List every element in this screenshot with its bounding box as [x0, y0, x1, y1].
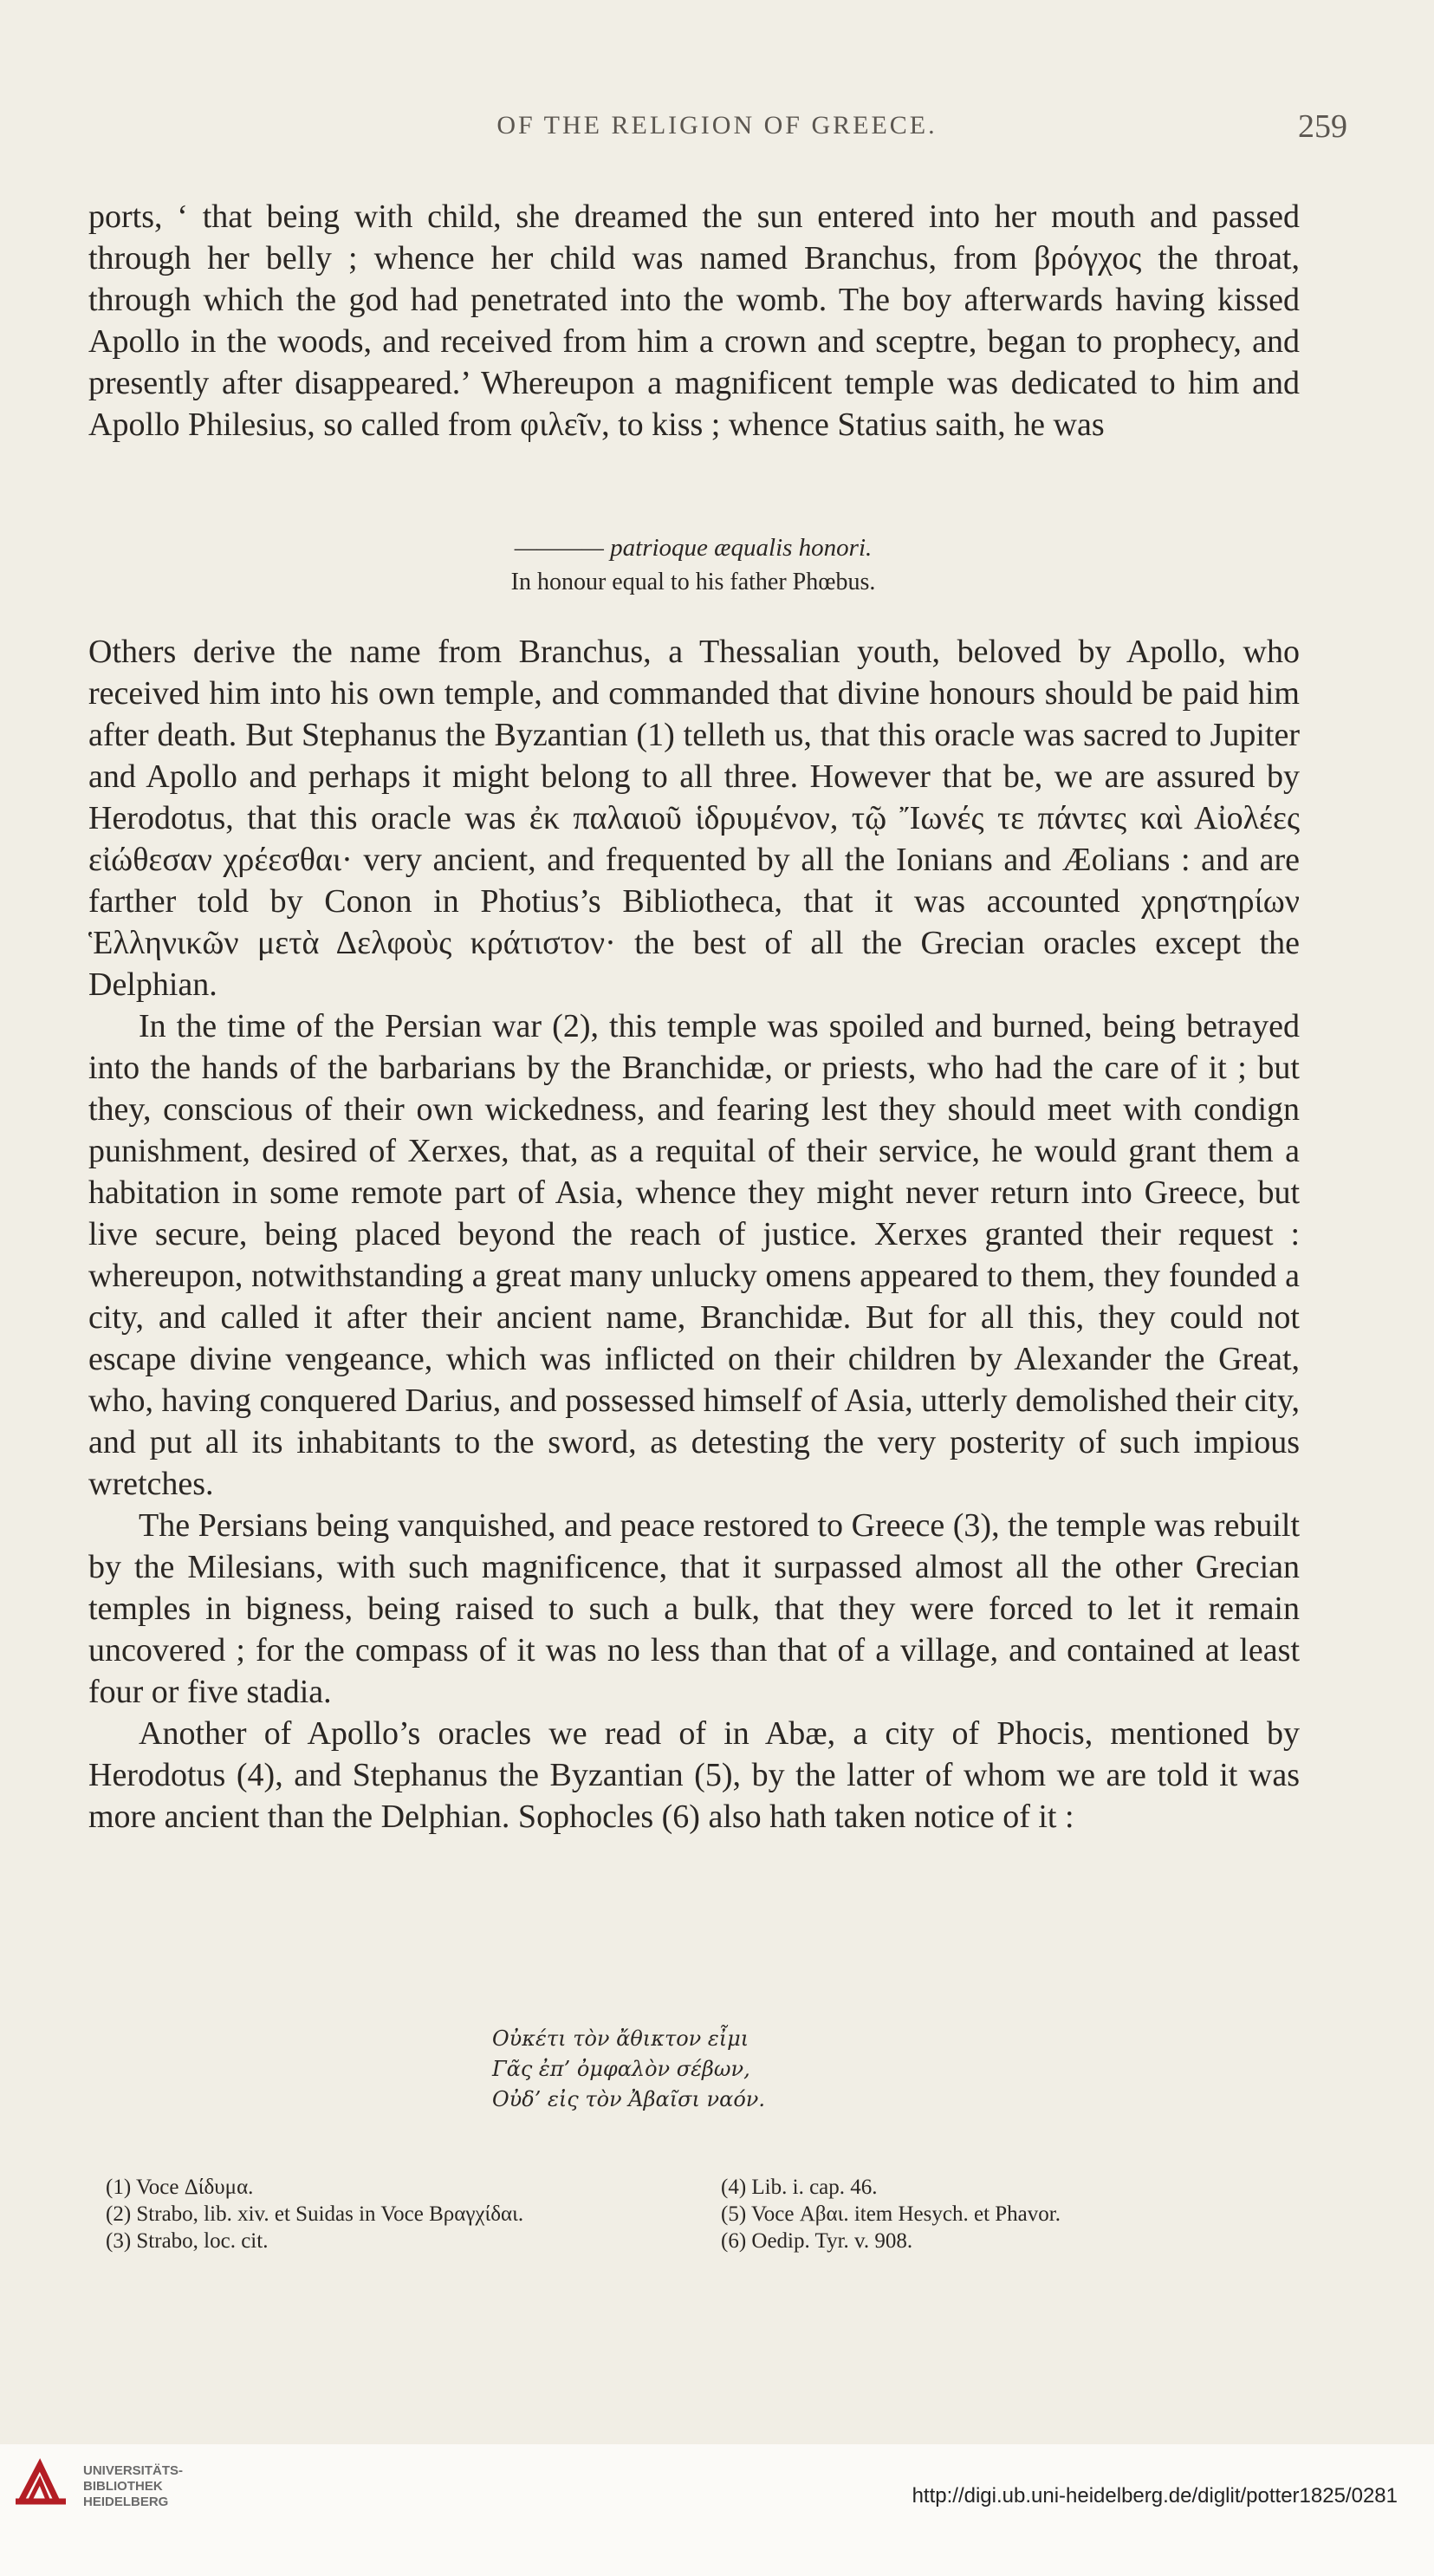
paragraph-4: The Persians being vanquished, and peace restored to Greece (3), the temple was rebuilt by the Milesians, with such magnificence, that it surpassed almost all the other Grecian temples in bigness, being raised to such a bulk, that they were forced to let it remain uncovered ; for the compass of it was no less than that of a village, and contained at least four or five stadia.: [88, 1507, 1300, 1710]
permalink[interactable]: http://digi.ub.uni-heidelberg.de/diglit/potter1825/0281: [912, 2484, 1398, 2508]
paragraph-2: Others derive the name from Branchus, a Thessalian youth, beloved by Apollo, who received him into his own temple, and commanded that divine honours should be paid him after death. But Stephanus the Byzantian (1) telleth us, that this oracle was sacred to Jupiter and Apollo and perhaps it might belong to all three. However that be, we are assured by Herodotus, that this oracle was ἐκ παλαιοῦ ἱδρυμένον, τῷ Ἴωνές τε πάντες καὶ Αἰολέες εἰώθεσαν χρέεσθαι· very ancient, and frequented by all the Ionians and Æolians : and are farther told by Conon in Photius’s Bibliotheca, that it was accounted χρηστηρίων Ἑλληνικῶν μετὰ Δελφοὺς κράτιστον· the best of all the Grecian oracles except the Delphian.: [88, 634, 1300, 1003]
library-logo-icon: [16, 2458, 66, 2508]
greek-verse-line: Οὐκέτι τὸν ἄθικτον εἶμι: [492, 2026, 749, 2051]
quote-translation: In honour equal to his father Phœbus.: [510, 569, 876, 595]
greek-verse: [492, 2024, 943, 2115]
opening-paragraph: [88, 196, 1300, 446]
footnotes-left-column: [106, 2174, 643, 2254]
running-title: OF THE RELIGION OF GREECE.: [496, 111, 938, 140]
paragraph-3: In the time of the Persian war (2), this temple was spoiled and burned, being betrayed into the hands of the barbarians by the Branchidæ, or priests, who had the care of it ; but they, conscious of their own wickedness, and fearing lest they should meet with condign punishment, desired of Xerxes, that, as a requital of their service, he would grant them a habitation in some remote part of Asia, whence they might never return into Greece, but live secure, being placed beyond the reach of justice. Xerxes granted their request : whereupon, notwithstanding a great many unlucky omens appeared to them, they founded a city, and called it after their ancient name, Branchidæ. But for all this, they could not escape divine vengeance, which was inflicted on their children by Alexander the Great, who, having conquered Darius, and possessed himself of Asia, utterly demolished their city, and put all its inhabitants to the sword, as detesting the very posterity of such impious wretches.: [88, 1008, 1300, 1502]
footnotes-right-column: [721, 2174, 1258, 2254]
latin-quote-text: ———— patrioque æqualis honori.: [514, 534, 873, 562]
footnote-2: (2) Strabo, lib. xiv. et Suidas in Voce Βραγχίδαι.: [106, 2202, 524, 2226]
library-name-line: HEIDELBERG: [83, 2495, 169, 2509]
footnote-6: (6) Oedip. Tyr. v. 908.: [721, 2229, 913, 2253]
running-head: [87, 108, 1347, 154]
paragraph-5: Another of Apollo’s oracles we read of in Abæ, a city of Phocis, mentioned by Herodotus (4), and Stephanus the Byzantian (5), by the latter of whom we are told it was more ancient than the Delphian. Sophocles (6) also hath taken notice of it :: [88, 1715, 1300, 1835]
latin-quote: [0, 530, 1386, 600]
library-name: [83, 2463, 183, 2510]
greek-verse-line: Οὐδ’ εἰς τὸν Ἀβαῖσι ναόν.: [492, 2087, 765, 2111]
library-name-line: BIBLIOTHEK: [83, 2479, 163, 2494]
footnote-5: (5) Voce Αβαι. item Hesych. et Phavor.: [721, 2202, 1061, 2226]
greek-verse-line: Γᾶς ἐπ’ ὀμφαλὸν σέβων,: [492, 2057, 750, 2081]
footnote-4: (4) Lib. i. cap. 46.: [721, 2176, 878, 2199]
digital-library-footer: [0, 2444, 1434, 2576]
page-number: 259: [1298, 108, 1347, 145]
library-name-line: UNIVERSITÄTS-: [83, 2463, 184, 2478]
main-text: [88, 631, 1300, 1838]
footnote-3: (3) Strabo, loc. cit.: [106, 2229, 269, 2253]
footnote-1: (1) Voce Δίδυμα.: [106, 2176, 254, 2199]
paragraph-1: ports, ‘ that being with child, she dreamed the sun entered into her mouth and passed through her belly ; whence her child was named Branchus, from βρόγχος the throat, through which the god had penetrated into the womb. The boy afterwards having kissed Apollo in the woods, and received from him a crown and sceptre, began to prophecy, and presently after disappeared.’ Whereupon a magnificent temple was dedicated to him and Apollo Philesius, so called from φιλεῖν, to kiss ; whence Statius saith, he was: [88, 198, 1300, 443]
